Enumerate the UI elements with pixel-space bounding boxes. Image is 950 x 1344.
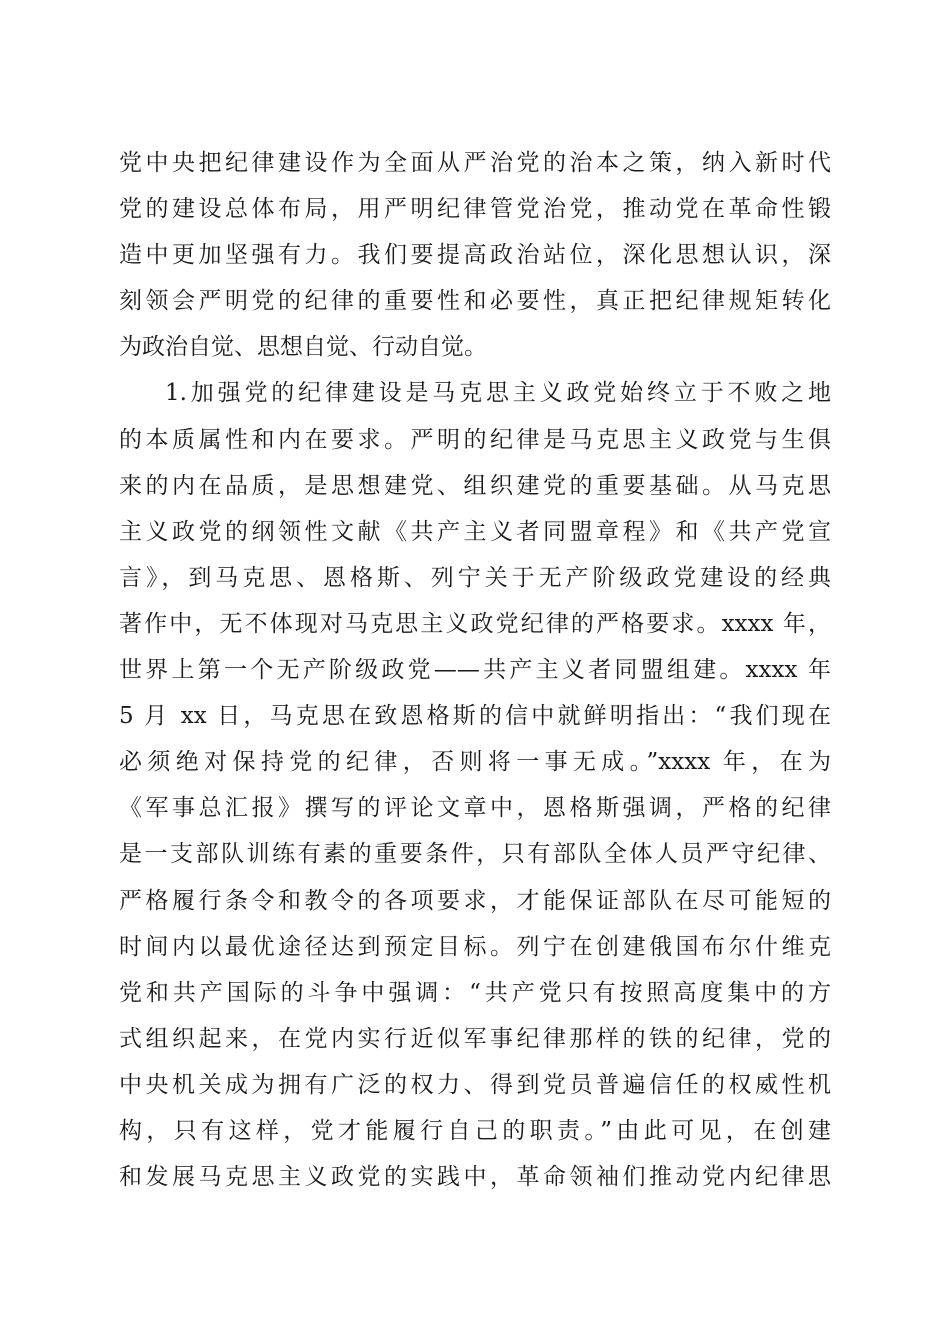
text-line: 1.加强党的纪律建设是马克思主义政党始终立于不败之地 xyxy=(165,380,831,407)
paragraph-1 xyxy=(119,140,831,370)
text-line: 中央机关成为拥有广泛的权力、得到党员普遍信任的权威性机 xyxy=(119,1071,831,1098)
text-line: 主义政党的纲领性文献《共产主义者同盟章程》和《共产党宣 xyxy=(119,518,831,545)
text-line: 党中央把纪律建设作为全面从严治党的治本之策，纳入新时代 xyxy=(119,150,831,176)
text-line: 言》，到马克思、恩格斯、列宁关于无产阶级政党建设的经典 xyxy=(119,564,831,591)
text-line: 是一支部队训练有素的重要条件，只有部队全体人员严守纪律、 xyxy=(119,841,831,868)
text-line: 构，只有这样，党才能履行自己的职责。”由此可见，在创建 xyxy=(119,1117,831,1144)
text-line: 为政治自觉、思想自觉、行动自觉。 xyxy=(119,334,487,361)
text-line: 党和共产国际的斗争中强调：“共产党只有按照高度集中的方 xyxy=(119,979,831,1006)
text-line: 《军事总汇报》撰写的评论文章中，恩格斯强调，严格的纪律 xyxy=(119,795,831,822)
text-line: 时间内以最优途径达到预定目标。列宁在创建俄国布尔什维克 xyxy=(119,933,831,960)
text-line: 党的建设总体布局，用严明纪律管党治党，推动党在革命性锻 xyxy=(119,196,831,223)
text-line: 来的内在品质，是思想建党、组织建党的重要基础。从马克思 xyxy=(119,472,831,499)
text-line: 5 月 xx 日，马克思在致恩格斯的信中就鲜明指出：“我们现在 xyxy=(119,703,831,730)
paragraph-2 xyxy=(119,370,831,1200)
text-line: 世界上第一个无产阶级政党——共产主义者同盟组建。xxxx 年 xyxy=(119,657,831,684)
text-line: 刻领会严明党的纪律的重要性和必要性，真正把纪律规矩转化 xyxy=(119,288,831,315)
document-body xyxy=(119,140,831,1200)
text-line: 著作中，无不体现对马克思主义政党纪律的严格要求。xxxx 年， xyxy=(119,610,831,637)
text-line: 必须绝对保持党的纪律，否则将一事无成。”xxxx 年，在为 xyxy=(119,749,831,776)
text-line: 和发展马克思主义政党的实践中，革命领袖们推动党内纪律思 xyxy=(119,1164,831,1191)
text-line: 严格履行条令和教令的各项要求，才能保证部队在尽可能短的 xyxy=(119,887,831,914)
text-line: 的本质属性和内在要求。严明的纪律是马克思主义政党与生俱 xyxy=(119,426,831,453)
text-line: 造中更加坚强有力。我们要提高政治站位，深化思想认识，深 xyxy=(119,242,831,269)
text-line: 式组织起来，在党内实行近似军事纪律那样的铁的纪律，党的 xyxy=(119,1025,831,1052)
